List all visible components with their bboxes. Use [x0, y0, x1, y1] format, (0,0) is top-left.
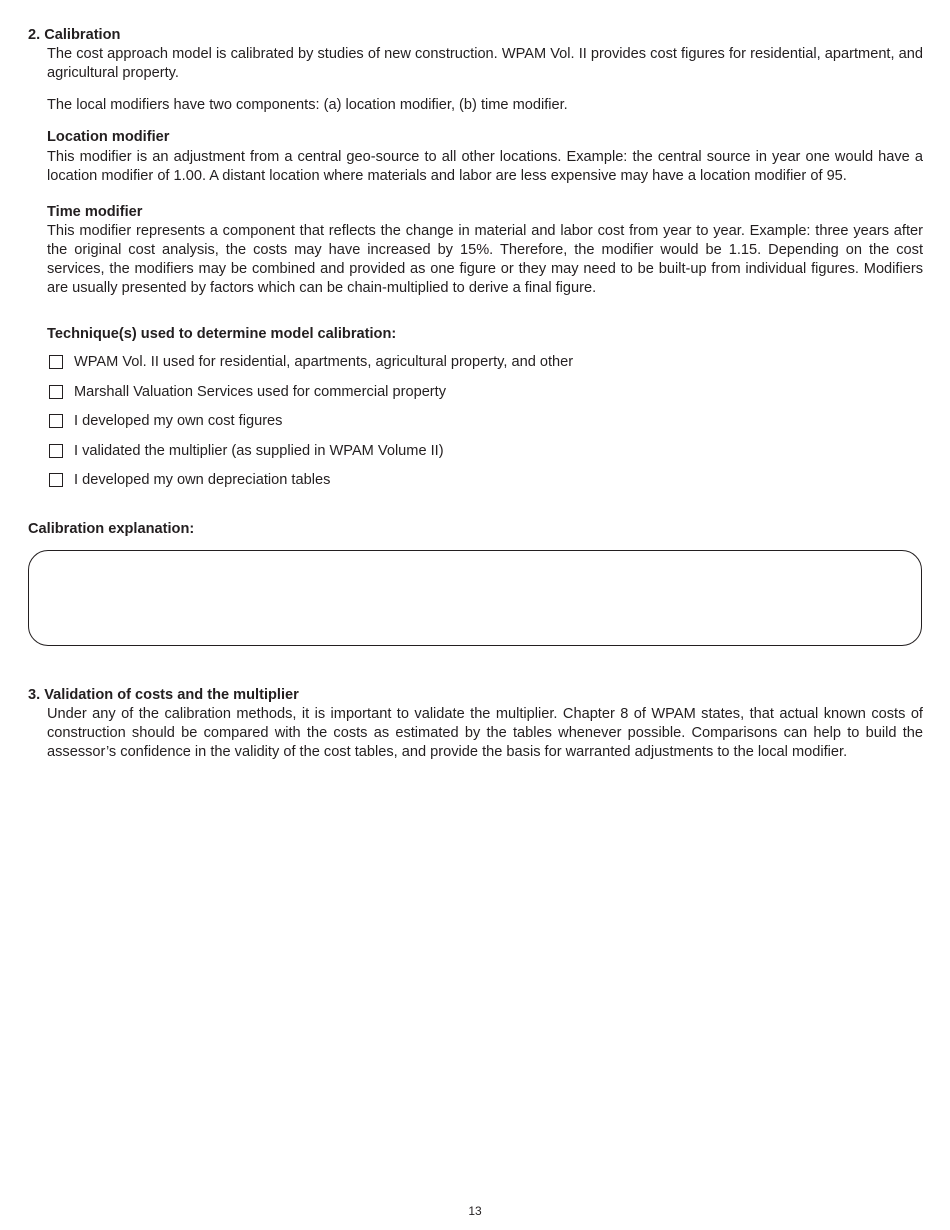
location-modifier-heading: Location modifier: [47, 129, 170, 145]
technique-heading: Technique(s) used to determine model calibration:: [47, 326, 397, 342]
page-number: 13: [468, 1204, 482, 1218]
calibration-explanation-label: Calibration explanation:: [28, 521, 195, 537]
local-modifiers-text: The local modifiers have two components: (a) location modifier, (b) time modifier.: [47, 97, 568, 113]
checkbox[interactable]: [49, 473, 63, 487]
time-modifier-text: This modifier represents a component that reflects the change in material and labor cost from year to year. Example: three years after the original cost analysis, the costs may have increased by 15%. Therefore, the modifier would be 1.15. Depending on the cost services, the modifiers may be combined and provided as one figure or they may need to be built-up from individual figures. Modifiers are usually presented by factors which can be chain-multiplied to derive a final figure.: [47, 223, 923, 296]
section-3-heading: 3. Validation of costs and the multiplier: [28, 687, 299, 703]
option-label: I developed my own cost figures: [74, 412, 283, 429]
section-2-heading: 2. Calibration: [28, 27, 121, 43]
option-label: I developed my own depreciation tables: [74, 471, 331, 488]
option-own-cost-figures[interactable]: [49, 412, 282, 430]
time-modifier-heading: Time modifier: [47, 204, 143, 220]
option-marshall-valuation[interactable]: [49, 383, 446, 401]
calibration-intro: The cost approach model is calibrated by studies of new construction. WPAM Vol. II provides cost figures for residential, apartment, and agricultural property.: [47, 46, 923, 81]
location-modifier-text: This modifier is an adjustment from a central geo-source to all other locations. Example: the central source in year one would have a location modifier of 1.00. A distant location where materials and labor are less expensive may have a location modifier of 95.: [47, 149, 923, 184]
checkbox[interactable]: [49, 355, 63, 369]
option-label: Marshall Valuation Services used for commercial property: [74, 383, 447, 400]
option-label: I validated the multiplier (as supplied in WPAM Volume II): [74, 442, 444, 459]
option-wpam-residential[interactable]: [49, 353, 573, 371]
option-validated-multiplier[interactable]: [49, 442, 444, 460]
validation-text: Under any of the calibration methods, it is important to validate the multiplier. Chapter 8 of WPAM states, that actual known costs of construction should be compared with the costs as estimated by the tables whenever possible. Comparisons can help to build the assessor’s confidence in the validity of the cost tables, and provide the basis for warranted adjustments to the local modifier.: [47, 706, 923, 760]
calibration-explanation-field[interactable]: [28, 550, 922, 646]
checkbox[interactable]: [49, 385, 63, 399]
checkbox[interactable]: [49, 414, 63, 428]
option-own-depreciation-tables[interactable]: [49, 471, 330, 489]
checkbox[interactable]: [49, 444, 63, 458]
option-label: WPAM Vol. II used for residential, apartments, agricultural property, and other: [74, 353, 574, 370]
